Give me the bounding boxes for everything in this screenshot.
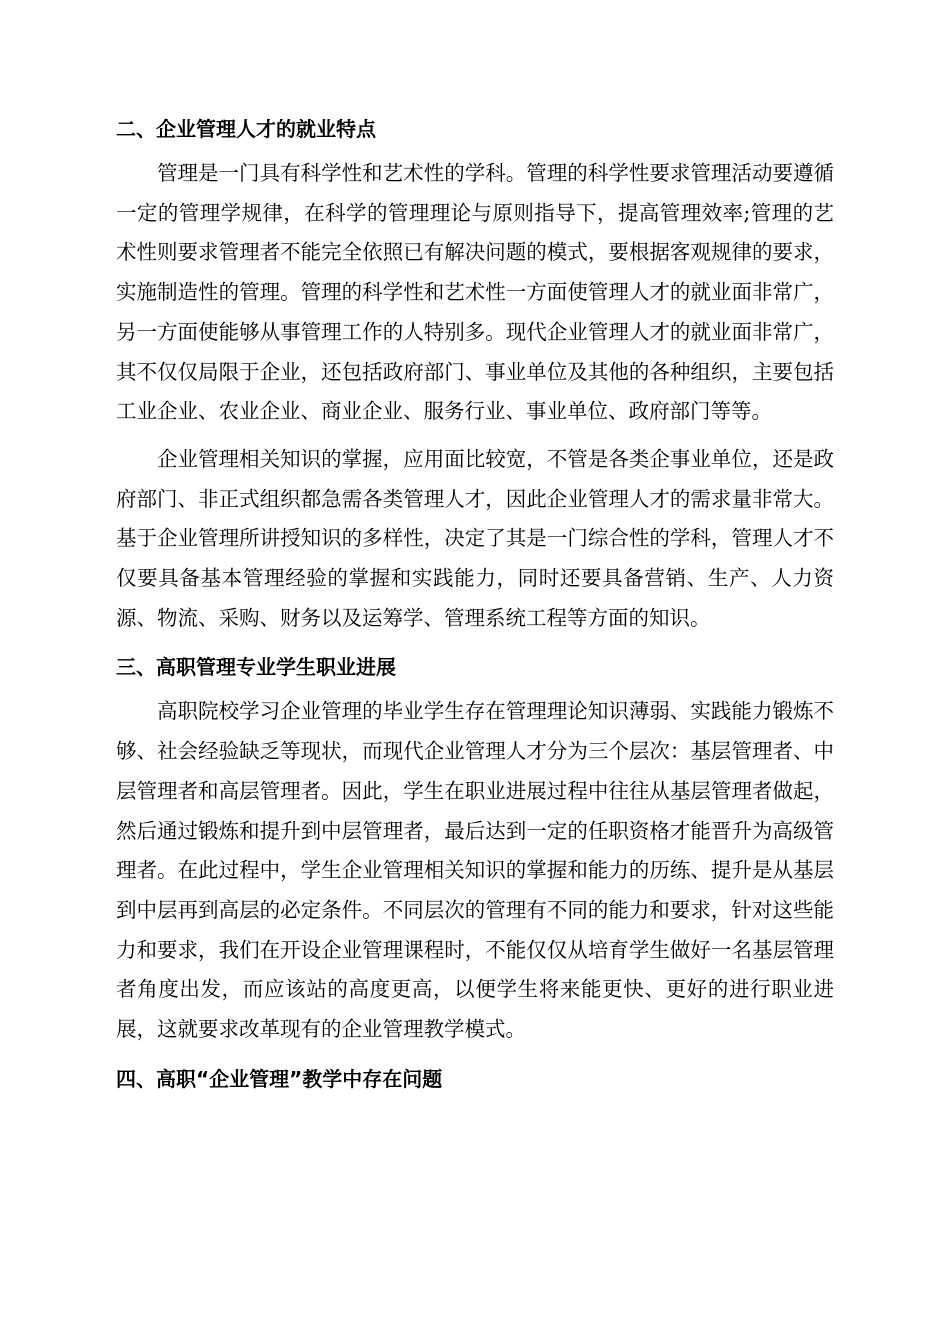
paragraph-management-nature: 管理是一门具有科学性和艺术性的学科。管理的科学性要求管理活动要遵循一定的管理学规律，在科学的管理理论与原则指导下，提高管理效率;管理的艺术性则要求管理者不能完全依照已有解决问题的模式，要根据客观规律的要求，实施制造性的管理。管理的科学性和艺术性一方面使管理人才的就业面非常广，另一方面使能够从事管理工作的人特别多。现代企业管理人才的就业面非常广，其不仅仅局限于企业，还包括政府部门、事业单位及其他的各种组织，主要包括工业企业、农业企业、商业企业、服务行业、事业单位、政府部门等等。 [116,161,834,424]
section-heading-4: 四、高职“企业管理”教学中存在问题 [116,1066,443,1091]
paragraph-career-development: 高职院校学习企业管理的毕业学生存在管理理论知识薄弱、实践能力锻炼不够、社会经验缺乏等现状，而现代企业管理人才分为三个层次：基层管理者、中层管理者和高层管理者。因此，学生在职业进展过程中往往从基层管理者做起，然后通过锻炼和提升到中层管理者，最后达到一定的任职资格才能晋升为高级管理者。在此过程中，学生企业管理相关知识的掌握和能力的历练、提升是从基层到中层再到高层的必定条件。不同层次的管理有不同的能力和要求，针对这些能力和要求，我们在开设企业管理课程时，不能仅仅从培育学生做好一名基层管理者角度出发，而应该站的高度更高，以便学生将来能更快、更好的进行职业进展，这就要求改革现有的企业管理教学模式。 [116,699,834,1042]
document-page [116,108,834,1100]
section-heading-3: 三、高职管理专业学生职业进展 [116,655,396,680]
paragraph-talent-demand: 企业管理相关知识的掌握，应用面比较宽，不管是各类企事业单位，还是政府部门、非正式组织都急需各类管理人才，因此企业管理人才的需求量非常大。基于企业管理所讲授知识的多样性，决定了其是一门综合性的学科，管理人才不仅要具备基本管理经验的掌握和实践能力，同时还要具备营销、生产、人力资源、物流、采购、财务以及运筹学、管理系统工程等方面的知识。 [116,446,834,630]
section-heading-2: 二、企业管理人才的就业特点 [116,117,376,141]
